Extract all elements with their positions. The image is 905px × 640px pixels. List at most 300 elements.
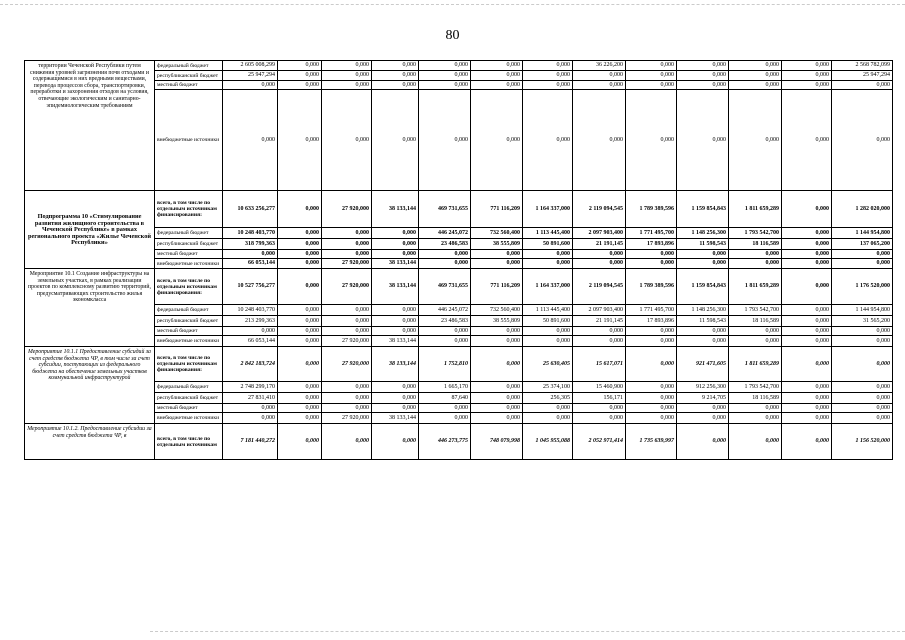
amount-cell: 0,000 (782, 239, 832, 250)
amount-cell: 0,000 (832, 90, 893, 191)
amount-cell: 0,000 (523, 250, 573, 259)
amount-cell: 0,000 (626, 413, 677, 424)
page-number: 80 (445, 28, 460, 43)
amount-cell: 0,000 (626, 336, 677, 347)
amount-cell: 0,000 (782, 305, 832, 316)
amount-cell: 0,000 (372, 316, 419, 327)
table-row (25, 81, 893, 90)
amount-cell: 0,000 (372, 393, 419, 404)
table-row (25, 327, 893, 336)
amount-cell: 0,000 (471, 382, 523, 393)
amount-cell: 2 605 008,299 (223, 61, 278, 71)
amount-cell: 0,000 (322, 90, 372, 191)
amount-cell: 25 947,294 (223, 71, 278, 81)
amount-cell: 0,000 (782, 71, 832, 81)
table-row (25, 305, 893, 316)
amount-cell: 0,000 (832, 250, 893, 259)
amount-cell: 1 164 337,000 (523, 269, 573, 305)
amount-cell: 10 527 756,277 (223, 269, 278, 305)
amount-cell: 0,000 (573, 90, 626, 191)
amount-cell: 0,000 (677, 259, 729, 269)
amount-cell: 0,000 (729, 61, 782, 71)
amount-cell: 0,000 (626, 393, 677, 404)
amount-cell: 1 793 542,700 (729, 382, 782, 393)
amount-cell: 1 811 659,289 (729, 191, 782, 228)
amount-cell: 0,000 (471, 413, 523, 424)
amount-cell: 21 191,145 (573, 316, 626, 327)
amount-cell: 0,000 (782, 336, 832, 347)
amount-cell: 0,000 (223, 81, 278, 90)
amount-cell: 0,000 (278, 239, 322, 250)
amount-cell: 0,000 (372, 404, 419, 413)
table-row (25, 382, 893, 393)
funding-source-label: внебюджетные источники (155, 90, 223, 191)
amount-cell: 771 116,209 (471, 191, 523, 228)
amount-cell: 38 555,809 (471, 316, 523, 327)
amount-cell: 0,000 (782, 269, 832, 305)
amount-cell: 0,000 (322, 61, 372, 71)
funding-source-label: всего, в том числе по отдельным источникам (155, 424, 223, 460)
amount-cell: 0,000 (677, 424, 729, 460)
amount-cell: 0,000 (729, 71, 782, 81)
amount-cell: 27 920,000 (322, 259, 372, 269)
amount-cell: 38 133,144 (372, 259, 419, 269)
amount-cell: 1 752,810 (419, 347, 471, 382)
amount-cell: 38 133,144 (372, 347, 419, 382)
funding-source-label: федеральный бюджет (155, 382, 223, 393)
amount-cell: 0,000 (372, 61, 419, 71)
amount-cell: 31 565,200 (832, 316, 893, 327)
amount-cell: 0,000 (626, 259, 677, 269)
amount-cell: 0,000 (729, 336, 782, 347)
amount-cell: 1 159 854,843 (677, 191, 729, 228)
amount-cell: 0,000 (471, 81, 523, 90)
scan-noise-top (0, 4, 905, 8)
amount-cell: 0,000 (223, 404, 278, 413)
amount-cell: 0,000 (573, 336, 626, 347)
amount-cell: 0,000 (832, 382, 893, 393)
funding-source-label: внебюджетные источники (155, 259, 223, 269)
scan-noise-bottom (150, 631, 905, 635)
amount-cell: 256,305 (523, 393, 573, 404)
amount-cell: 0,000 (372, 424, 419, 460)
amount-cell: 1 045 955,088 (523, 424, 573, 460)
amount-cell: 0,000 (573, 259, 626, 269)
amount-cell: 0,000 (782, 61, 832, 71)
funding-source-label: республиканский бюджет (155, 393, 223, 404)
amount-cell: 0,000 (223, 327, 278, 336)
amount-cell: 2 568 782,099 (832, 61, 893, 71)
amount-cell: 0,000 (677, 336, 729, 347)
amount-cell: 213 299,363 (223, 316, 278, 327)
amount-cell: 1 811 659,289 (729, 347, 782, 382)
amount-cell: 732 560,400 (471, 228, 523, 239)
program-title-cell: территории Чеченской Республики путем снижения уровней загрязнения почв отходами и содержащимися в них вредными веществами, перевода процессов сбора, транспортировки, переработки и захоронения отходов на условия, отвечающие экологическим и санитарно-эпидемиологическим требованиям (25, 61, 155, 191)
amount-cell: 0,000 (322, 81, 372, 90)
funding-source-label: местный бюджет (155, 250, 223, 259)
amount-cell: 0,000 (782, 413, 832, 424)
amount-cell: 2 842 183,724 (223, 347, 278, 382)
table-row (25, 269, 893, 305)
amount-cell: 0,000 (322, 71, 372, 81)
amount-cell: 0,000 (523, 90, 573, 191)
table-row (25, 71, 893, 81)
amount-cell: 0,000 (573, 250, 626, 259)
amount-cell: 0,000 (677, 81, 729, 90)
amount-cell: 0,000 (729, 90, 782, 191)
amount-cell: 1 771 495,700 (626, 228, 677, 239)
amount-cell: 0,000 (278, 404, 322, 413)
table-row (25, 424, 893, 460)
amount-cell: 27 920,000 (322, 347, 372, 382)
amount-cell: 1 735 639,997 (626, 424, 677, 460)
amount-cell: 0,000 (523, 81, 573, 90)
amount-cell: 25 374,100 (523, 382, 573, 393)
amount-cell: 36 226,200 (573, 61, 626, 71)
amount-cell: 0,000 (573, 71, 626, 81)
amount-cell: 1 144 954,800 (832, 228, 893, 239)
amount-cell: 1 789 389,596 (626, 269, 677, 305)
amount-cell: 0,000 (782, 404, 832, 413)
amount-cell: 25 947,294 (832, 71, 893, 81)
amount-cell: 0,000 (832, 347, 893, 382)
amount-cell: 1 665,170 (419, 382, 471, 393)
amount-cell: 0,000 (782, 90, 832, 191)
amount-cell: 27 831,410 (223, 393, 278, 404)
amount-cell: 17 893,896 (626, 316, 677, 327)
amount-cell: 0,000 (419, 336, 471, 347)
amount-cell: 1 793 542,700 (729, 228, 782, 239)
amount-cell: 0,000 (278, 71, 322, 81)
amount-cell: 0,000 (782, 327, 832, 336)
amount-cell: 748 079,998 (471, 424, 523, 460)
amount-cell: 27 920,000 (322, 269, 372, 305)
amount-cell: 25 630,405 (523, 347, 573, 382)
amount-cell: 2 052 971,414 (573, 424, 626, 460)
amount-cell: 23 486,583 (419, 316, 471, 327)
amount-cell: 0,000 (832, 327, 893, 336)
amount-cell: 2 119 094,545 (573, 269, 626, 305)
funding-source-label: местный бюджет (155, 81, 223, 90)
amount-cell: 0,000 (471, 250, 523, 259)
amount-cell: 2 097 903,400 (573, 228, 626, 239)
amount-cell: 0,000 (677, 90, 729, 191)
funding-source-label: республиканский бюджет (155, 71, 223, 81)
amount-cell: 0,000 (372, 305, 419, 316)
amount-cell: 0,000 (626, 250, 677, 259)
amount-cell: 0,000 (729, 259, 782, 269)
amount-cell: 0,000 (523, 336, 573, 347)
amount-cell: 0,000 (278, 259, 322, 269)
amount-cell: 0,000 (832, 81, 893, 90)
amount-cell: 0,000 (782, 424, 832, 460)
amount-cell: 0,000 (626, 90, 677, 191)
amount-cell: 23 486,583 (419, 239, 471, 250)
amount-cell: 0,000 (322, 228, 372, 239)
amount-cell: 0,000 (729, 424, 782, 460)
amount-cell: 0,000 (322, 327, 372, 336)
amount-cell: 0,000 (322, 305, 372, 316)
table-row (25, 347, 893, 382)
funding-source-label: всего, в том числе по отдельным источникам финансирования: (155, 347, 223, 382)
amount-cell: 0,000 (278, 90, 322, 191)
amount-cell: 0,000 (832, 336, 893, 347)
amount-cell: 0,000 (471, 336, 523, 347)
amount-cell: 1 282 020,000 (832, 191, 893, 228)
amount-cell: 0,000 (278, 327, 322, 336)
amount-cell: 0,000 (626, 382, 677, 393)
amount-cell: 0,000 (419, 71, 471, 81)
amount-cell: 0,000 (832, 404, 893, 413)
amount-cell: 38 555,809 (471, 239, 523, 250)
amount-cell: 1 144 954,800 (832, 305, 893, 316)
amount-cell: 0,000 (471, 404, 523, 413)
amount-cell: 0,000 (523, 71, 573, 81)
amount-cell: 38 133,144 (372, 269, 419, 305)
amount-cell: 15 460,900 (573, 382, 626, 393)
amount-cell: 0,000 (626, 347, 677, 382)
amount-cell: 0,000 (278, 228, 322, 239)
amount-cell: 0,000 (322, 393, 372, 404)
amount-cell: 11 598,543 (677, 239, 729, 250)
amount-cell: 0,000 (278, 347, 322, 382)
funding-source-label: всего, в том числе по отдельным источникам финансирования: (155, 269, 223, 305)
amount-cell: 27 920,000 (322, 191, 372, 228)
funding-source-label: республиканский бюджет (155, 316, 223, 327)
amount-cell: 0,000 (223, 90, 278, 191)
amount-cell: 0,000 (419, 250, 471, 259)
funding-source-label: федеральный бюджет (155, 305, 223, 316)
amount-cell: 0,000 (471, 61, 523, 71)
amount-cell: 446 245,072 (419, 305, 471, 316)
amount-cell: 912 256,300 (677, 382, 729, 393)
amount-cell: 0,000 (523, 61, 573, 71)
amount-cell: 0,000 (729, 404, 782, 413)
amount-cell: 0,000 (278, 305, 322, 316)
amount-cell: 18 116,589 (729, 316, 782, 327)
amount-cell: 0,000 (782, 250, 832, 259)
amount-cell: 1 159 854,843 (677, 269, 729, 305)
amount-cell: 0,000 (322, 316, 372, 327)
amount-cell: 0,000 (419, 61, 471, 71)
amount-cell: 0,000 (626, 404, 677, 413)
amount-cell: 469 731,655 (419, 269, 471, 305)
amount-cell: 2 097 903,400 (573, 305, 626, 316)
amount-cell: 0,000 (782, 316, 832, 327)
table-row (25, 404, 893, 413)
amount-cell: 27 920,000 (322, 413, 372, 424)
amount-cell: 0,000 (419, 90, 471, 191)
amount-cell: 2 748 299,170 (223, 382, 278, 393)
amount-cell: 0,000 (729, 250, 782, 259)
amount-cell: 38 133,144 (372, 413, 419, 424)
funding-source-label: республиканский бюджет (155, 239, 223, 250)
amount-cell: 1 793 542,700 (729, 305, 782, 316)
amount-cell: 7 181 440,272 (223, 424, 278, 460)
amount-cell: 0,000 (677, 61, 729, 71)
amount-cell: 18 116,589 (729, 393, 782, 404)
program-title-cell: Подпрограмма 10 «Стимулирование развития жилищного строительства в Чеченской Республике» в рамках регионального проекта «Жилье Чеченской Республики» (25, 191, 155, 269)
amount-cell: 10 248 403,770 (223, 228, 278, 239)
amount-cell: 0,000 (729, 413, 782, 424)
amount-cell: 0,000 (278, 250, 322, 259)
amount-cell: 0,000 (471, 393, 523, 404)
amount-cell: 21 191,145 (573, 239, 626, 250)
table-row (25, 228, 893, 239)
amount-cell: 50 891,600 (523, 239, 573, 250)
amount-cell: 0,000 (278, 336, 322, 347)
amount-cell: 0,000 (372, 327, 419, 336)
amount-cell: 1 148 256,300 (677, 228, 729, 239)
amount-cell: 0,000 (677, 413, 729, 424)
amount-cell: 50 891,600 (523, 316, 573, 327)
amount-cell: 0,000 (573, 404, 626, 413)
amount-cell: 0,000 (523, 413, 573, 424)
amount-cell: 0,000 (782, 382, 832, 393)
amount-cell: 0,000 (322, 250, 372, 259)
amount-cell: 0,000 (523, 259, 573, 269)
amount-cell: 0,000 (278, 413, 322, 424)
program-title-cell: Мероприятие 10.1.2. Предоставление субсидии за счет средств бюджета ЧР, в (25, 424, 155, 460)
amount-cell: 27 920,000 (322, 336, 372, 347)
amount-cell: 0,000 (573, 81, 626, 90)
amount-cell: 0,000 (223, 250, 278, 259)
amount-cell: 1 148 256,300 (677, 305, 729, 316)
amount-cell: 0,000 (626, 327, 677, 336)
amount-cell: 1 164 337,000 (523, 191, 573, 228)
table-row (25, 316, 893, 327)
amount-cell: 0,000 (278, 316, 322, 327)
amount-cell: 156,171 (573, 393, 626, 404)
budget-table (24, 60, 893, 460)
amount-cell: 0,000 (372, 239, 419, 250)
amount-cell: 38 133,144 (372, 191, 419, 228)
amount-cell: 0,000 (419, 413, 471, 424)
amount-cell: 0,000 (471, 259, 523, 269)
amount-cell: 0,000 (419, 81, 471, 90)
amount-cell: 0,000 (372, 228, 419, 239)
amount-cell: 66 053,144 (223, 259, 278, 269)
amount-cell: 0,000 (372, 90, 419, 191)
amount-cell: 0,000 (832, 259, 893, 269)
amount-cell: 0,000 (372, 382, 419, 393)
table-row (25, 90, 893, 191)
amount-cell: 0,000 (729, 327, 782, 336)
amount-cell: 0,000 (419, 327, 471, 336)
table-row (25, 393, 893, 404)
amount-cell: 0,000 (626, 61, 677, 71)
amount-cell: 0,000 (782, 347, 832, 382)
amount-cell: 446 245,072 (419, 228, 471, 239)
amount-cell: 17 893,896 (626, 239, 677, 250)
amount-cell: 0,000 (278, 191, 322, 228)
funding-source-label: федеральный бюджет (155, 61, 223, 71)
amount-cell: 0,000 (573, 413, 626, 424)
amount-cell: 1 113 445,400 (523, 228, 573, 239)
amount-cell: 0,000 (677, 71, 729, 81)
amount-cell: 9 214,705 (677, 393, 729, 404)
amount-cell: 0,000 (729, 81, 782, 90)
table-row (25, 191, 893, 228)
amount-cell: 0,000 (832, 393, 893, 404)
amount-cell: 0,000 (782, 228, 832, 239)
amount-cell: 1 789 389,596 (626, 191, 677, 228)
amount-cell: 66 053,144 (223, 336, 278, 347)
amount-cell: 0,000 (322, 404, 372, 413)
amount-cell: 0,000 (372, 71, 419, 81)
amount-cell: 1 113 445,400 (523, 305, 573, 316)
amount-cell: 1 811 659,289 (729, 269, 782, 305)
amount-cell: 0,000 (278, 382, 322, 393)
amount-cell: 446 273,775 (419, 424, 471, 460)
amount-cell: 137 065,200 (832, 239, 893, 250)
funding-source-label: внебюджетные источники (155, 413, 223, 424)
amount-cell: 0,000 (677, 250, 729, 259)
amount-cell: 0,000 (419, 404, 471, 413)
funding-source-label: местный бюджет (155, 404, 223, 413)
table-row (25, 259, 893, 269)
funding-source-label: всего, в том числе по отдельным источникам финансирования: (155, 191, 223, 228)
amount-cell: 0,000 (782, 191, 832, 228)
amount-cell: 469 731,655 (419, 191, 471, 228)
amount-cell: 10 633 256,277 (223, 191, 278, 228)
amount-cell: 0,000 (322, 382, 372, 393)
amount-cell: 10 248 403,770 (223, 305, 278, 316)
amount-cell: 0,000 (573, 327, 626, 336)
amount-cell: 0,000 (372, 81, 419, 90)
table-row (25, 336, 893, 347)
amount-cell: 0,000 (278, 81, 322, 90)
amount-cell: 0,000 (419, 259, 471, 269)
amount-cell: 0,000 (626, 71, 677, 81)
amount-cell: 0,000 (471, 71, 523, 81)
funding-source-label: федеральный бюджет (155, 228, 223, 239)
program-title-cell: Мероприятие 10.1 Создание инфраструктуры на земельных участках, в рамках реализации проектов по комплексному развитию территорий, предусматривающих строительство жилья экономкласса (25, 269, 155, 347)
amount-cell: 0,000 (626, 81, 677, 90)
amount-cell: 2 119 094,545 (573, 191, 626, 228)
amount-cell: 38 133,144 (372, 336, 419, 347)
amount-cell: 0,000 (471, 90, 523, 191)
funding-source-label: внебюджетные источники (155, 336, 223, 347)
amount-cell: 0,000 (677, 404, 729, 413)
amount-cell: 87,640 (419, 393, 471, 404)
funding-source-label: местный бюджет (155, 327, 223, 336)
amount-cell: 0,000 (523, 327, 573, 336)
table-row (25, 61, 893, 71)
amount-cell: 0,000 (677, 327, 729, 336)
amount-cell: 1 771 495,700 (626, 305, 677, 316)
table-row (25, 250, 893, 259)
amount-cell: 18 116,589 (729, 239, 782, 250)
amount-cell: 0,000 (523, 404, 573, 413)
amount-cell: 0,000 (782, 393, 832, 404)
amount-cell: 0,000 (471, 327, 523, 336)
program-title-cell: Мероприятие 10.1.1 Предоставление субсидий за счет средств бюджета ЧР, в том числе за счет субсидии, поступающих из федерального бюджета на обеспечение земельных участков коммунальной инфраструктурой (25, 347, 155, 424)
amount-cell: 318 799,363 (223, 239, 278, 250)
amount-cell: 0,000 (782, 81, 832, 90)
table-row (25, 239, 893, 250)
amount-cell: 1 156 520,000 (832, 424, 893, 460)
amount-cell: 0,000 (372, 250, 419, 259)
amount-cell: 0,000 (322, 239, 372, 250)
amount-cell: 11 598,543 (677, 316, 729, 327)
amount-cell: 0,000 (278, 61, 322, 71)
amount-cell: 921 471,605 (677, 347, 729, 382)
amount-cell: 0,000 (322, 424, 372, 460)
amount-cell: 0,000 (832, 413, 893, 424)
amount-cell: 1 176 520,000 (832, 269, 893, 305)
amount-cell: 0,000 (782, 259, 832, 269)
